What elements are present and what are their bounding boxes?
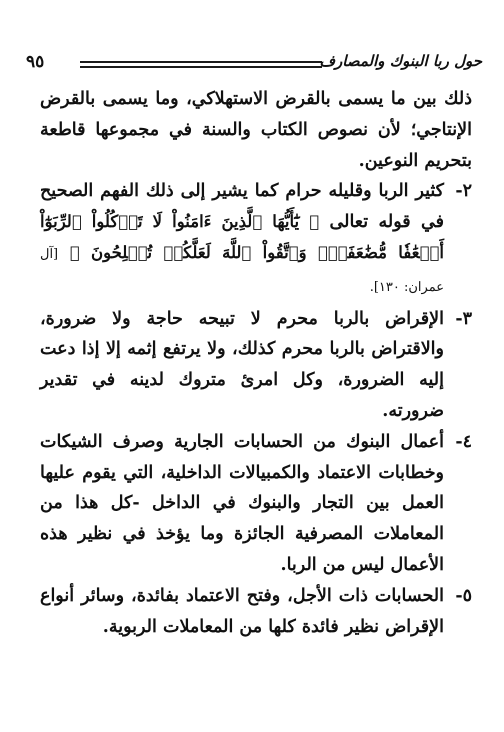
verse-citation: [آل عمران: ١٣٠]. [40,246,444,295]
header-rule [80,66,322,68]
item-number: ٣- [455,308,472,329]
list-item [40,176,472,303]
list-item [40,427,472,581]
intro-paragraph: ذلك بين ما يسمى بالقرض الاستهلاكي، وما يسمى بالقرض الإنتاجي؛ لأن نصوص الكتاب والسنة في مجموعها قاطعة بتحريم النوعين. [40,89,472,171]
page-body [40,84,472,642]
item-text: كثير الربا وقليله حرام كما يشير إلى ذلك الفهم الصحيح في قوله تعالى [40,181,444,233]
item-number: ٤- [455,431,472,452]
item-text: الحسابات ذات الأجل، وفتح الاعتماد بفائدة، وسائر أنواع الإقراض نظير فائدة كلها من المعاملات الربوية. [40,585,444,637]
item-number: ٢- [455,181,472,202]
list-item [40,304,472,427]
item-text: أعمال البنوك من الحسابات الجارية وصرف الشيكات وخطابات الاعتماد والكمبيالات الداخلية، التي يقوم عليها العمل بين التجار والبنوك في الداخل -كل هذا من المعاملات المصرفية الجائزة وما يؤخذ في نظير هذه الأعمال ليس من الربا. [40,431,444,575]
running-title: حول ربا البنوك والمصارف [319,52,482,70]
list-item [40,581,472,643]
quran-verse: ﴿ يَٰٓأَيُّهَا ٱلَّذِينَ ءَامَنُواْ لَا تَأۡكُلُواْ ٱلرِّبَوٰٓاْ أَضۡعَٰفٗا مُّضَٰعَفَةٗۖ وَٱتَّقُواْ ٱللَّهَ لَعَلَّكُمۡ تُفۡلِحُونَ ﴾ [40,212,445,262]
item-number: ٥- [455,585,472,606]
page-header [22,52,482,76]
header-rule [80,61,322,63]
item-text: الإقراض بالربا محرم لا تبيحه حاجة ولا ضرورة، والاقتراض بالربا محرم كذلك، ولا يرتفع إثمه إلا إذا دعت إليه الضرورة، وكل امرئ متروك لدينه في تقدير ضرورته. [40,308,444,421]
page-number: ٩٥ [26,52,45,72]
